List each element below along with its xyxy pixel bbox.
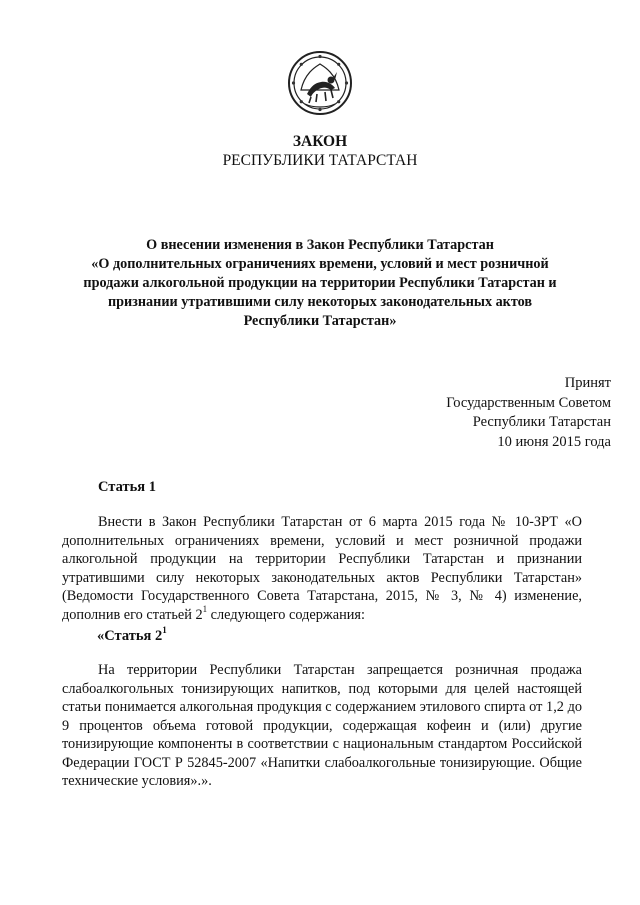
subject-line: О внесении изменения в Закон Республики Татарстан xyxy=(146,237,494,253)
adoption-date: 10 июня 2015 года xyxy=(497,433,611,450)
article-1-tail: следующего содержания: xyxy=(207,606,365,623)
article-2-1-heading-text: «Статья 2 xyxy=(97,628,163,644)
superscript: 1 xyxy=(162,625,167,636)
article-1-text xyxy=(62,513,582,624)
subject-line: «О дополнительных ограничениях времени, условий и мест розничной xyxy=(91,256,549,272)
superscript: 1 xyxy=(202,603,208,614)
republic-title: РЕСПУБЛИКИ ТАТАРСТАН xyxy=(222,152,418,169)
article-1-heading: Статья 1 xyxy=(98,479,156,495)
subject-line: Республики Татарстан» xyxy=(243,313,397,329)
adoption-line: Принят xyxy=(564,375,611,391)
adoption-line: Государственным Советом xyxy=(446,394,611,411)
adoption-line: Республики Татарстан xyxy=(472,414,611,430)
article-1-body: Внести в Закон Республики Татарстан от 6 марта 2015 года № 10-ЗРТ «О дополнительных ограничениях времени, условий и мест розничной продажи алкогольной продукции на территории Республики Татарстан и признании утратившими силу некоторых законодательных актов Республики Татарстан» (Ведомости Государственного Совета Татарстана, 2015, № 3, № 4) изменение, дополнив его статьей 2 xyxy=(62,514,582,623)
subject-line: признании утратившими силу некоторых законодательных актов xyxy=(107,294,533,310)
law-title: ЗАКОН xyxy=(292,133,348,150)
article-2-1-heading xyxy=(97,625,167,645)
subject-line: продажи алкогольной продукции на территории Республики Татарстан и xyxy=(83,275,557,291)
tatarstan-coat-of-arms-icon xyxy=(287,50,353,116)
article-2-1-text: На территории Республики Татарстан запрещается розничная продажа слабоалкогольных тонизирующих напитков, под которыми для целей настоящей статьи понимается алкогольная продукция с содержанием этилового спирта от 1,2 до 9 процентов объема готовой продукции, содержащая кофеин и (или) другие тонизирующие компоненты в соответствии с национальным стандартом Российской Федерации ГОСТ Р 52845-2007 «Напитки слабоалкогольные тонизирующие. Общие технические условия».». xyxy=(62,662,582,789)
law-subject xyxy=(70,236,570,331)
adoption-block xyxy=(446,374,611,452)
